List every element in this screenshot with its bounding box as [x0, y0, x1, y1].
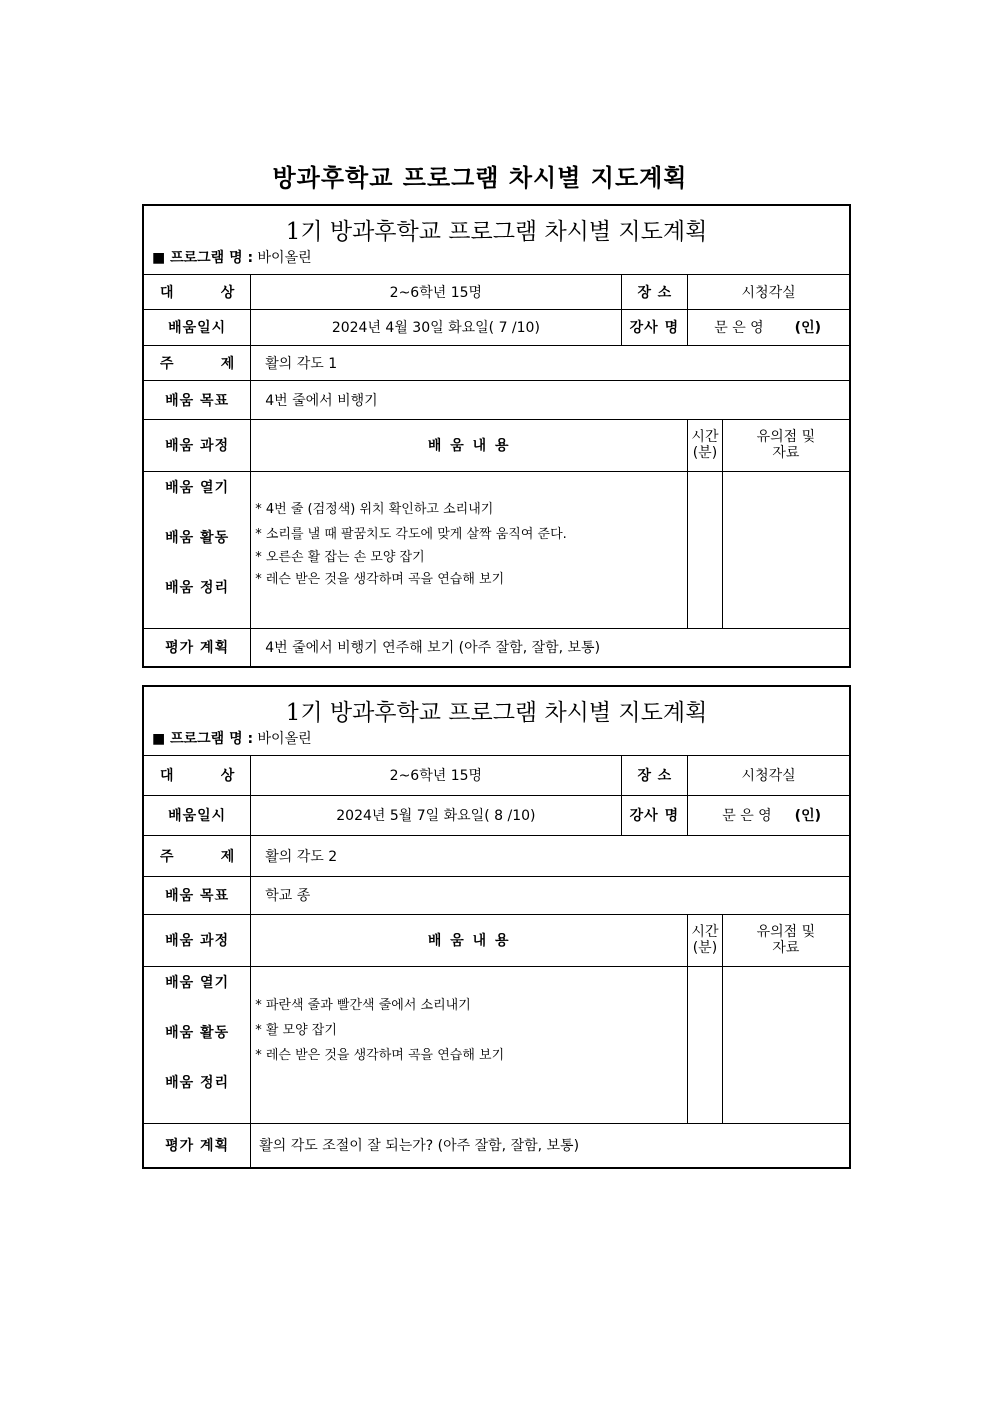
topic-value: 활의 각도 1: [251, 345, 849, 380]
place-value: 시청각실: [688, 756, 849, 795]
notes-header-line1: 유의점 및: [756, 429, 816, 445]
seal-mark: (인): [794, 320, 821, 336]
program-name-line: [144, 246, 849, 274]
content-line: * 파란색 줄과 빨간색 줄에서 소리내기: [255, 997, 471, 1013]
plan-table: [144, 275, 849, 666]
notes-cell: [722, 966, 849, 1123]
step-open: 배움 열기: [165, 974, 230, 991]
plan-header: [144, 206, 849, 275]
plan-title: 1기 방과후학교 프로그램 차시별 지도계획: [285, 219, 708, 245]
topic-value: 활의 각도 2: [251, 835, 849, 876]
evaluation-value: 4번 줄에서 비행기 연주해 보기 (아주 잘함, 잘함, 보통): [251, 628, 849, 666]
notes-header: [722, 419, 849, 471]
time-header-line1: 시간: [691, 429, 719, 445]
evaluation-value: 활의 각도 조절이 잘 되는가? (아주 잘함, 잘함, 보통): [251, 1123, 849, 1167]
content-line: * 4번 줄 (검정색) 위치 확인하고 소리내기: [255, 501, 494, 517]
content-header: 배 움 내 용: [251, 419, 688, 471]
instructor-label: 강사 명: [621, 309, 688, 345]
content-cell: [251, 471, 688, 628]
program-label: ■ 프로그램 명 :: [152, 250, 254, 266]
time-cell: [688, 966, 722, 1123]
target-value: 2~6학년 15명: [251, 275, 621, 309]
plan-title: 1기 방과후학교 프로그램 차시별 지도계획: [285, 700, 708, 726]
content-line: * 활 모양 잡기: [255, 1022, 337, 1038]
instructor-cell: [688, 795, 849, 835]
time-header: [688, 419, 722, 471]
program-label: ■ 프로그램 명 :: [152, 731, 254, 747]
notes-header-line1: 유의점 및: [756, 924, 816, 940]
place-value: 시청각실: [688, 275, 849, 309]
plan-table: [144, 756, 849, 1167]
date-label: 배움일시: [144, 309, 251, 345]
page-title: 방과후학교 프로그램 차시별 지도계획: [272, 163, 688, 192]
target-value: 2~6학년 15명: [251, 756, 621, 795]
date-label: 배움일시: [144, 795, 251, 835]
place-label: 장 소: [621, 275, 688, 309]
notes-header-line2: 자료: [772, 940, 800, 956]
program-name-line: [144, 727, 849, 755]
steps-cell: [144, 966, 251, 1123]
evaluation-label: 평가 계획: [144, 1123, 251, 1167]
notes-header: [722, 914, 849, 966]
steps-cell: [144, 471, 251, 628]
content-line: * 레슨 받은 것을 생각하며 곡을 연습해 보기: [255, 571, 505, 587]
evaluation-label: 평가 계획: [144, 628, 251, 666]
time-cell: [688, 471, 722, 628]
lesson-plan-2: [142, 685, 851, 1169]
instructor-cell: [688, 309, 849, 345]
time-header-line1: 시간: [691, 924, 719, 940]
goal-label: 배움 목표: [144, 876, 251, 914]
process-label: 배움 과정: [144, 419, 251, 471]
goal-value: 학교 종: [251, 876, 849, 914]
program-name: 바이올린: [257, 731, 312, 747]
goal-value: 4번 줄에서 비행기: [251, 380, 849, 419]
step-activity: 배움 활동: [165, 529, 230, 546]
notes-header-line2: 자료: [772, 445, 800, 461]
content-line: * 오른손 활 잡는 손 모양 잡기: [255, 549, 425, 565]
content-line: * 소리를 낼 때 팔꿈치도 각도에 맞게 살짝 움직여 준다.: [255, 526, 567, 542]
lesson-plan-1: [142, 204, 851, 668]
process-label: 배움 과정: [144, 914, 251, 966]
program-name: 바이올린: [257, 250, 312, 266]
time-header-line2: (분): [692, 940, 718, 956]
date-value: 2024년 4월 30일 화요일( 7 /10): [251, 309, 621, 345]
instructor-name: 문 은 영: [722, 808, 772, 824]
seal-mark: (인): [794, 808, 821, 824]
step-open: 배움 열기: [165, 479, 230, 496]
step-close: 배움 정리: [165, 1074, 230, 1091]
instructor-label: 강사 명: [621, 795, 688, 835]
content-cell: [251, 966, 688, 1123]
content-header: 배 움 내 용: [251, 914, 688, 966]
topic-label: 주 제: [144, 345, 251, 380]
time-header-line2: (분): [692, 445, 718, 461]
plan-header: [144, 687, 849, 756]
goal-label: 배움 목표: [144, 380, 251, 419]
topic-label: 주 제: [144, 835, 251, 876]
instructor-name: 문 은 영: [714, 320, 764, 336]
notes-cell: [722, 471, 849, 628]
place-label: 장 소: [621, 756, 688, 795]
target-label: 대 상: [144, 756, 251, 795]
date-value: 2024년 5월 7일 화요일( 8 /10): [251, 795, 621, 835]
time-header: [688, 914, 722, 966]
step-activity: 배움 활동: [165, 1024, 230, 1041]
target-label: 대 상: [144, 275, 251, 309]
content-line: * 레슨 받은 것을 생각하며 곡을 연습해 보기: [255, 1047, 505, 1063]
step-close: 배움 정리: [165, 579, 230, 596]
